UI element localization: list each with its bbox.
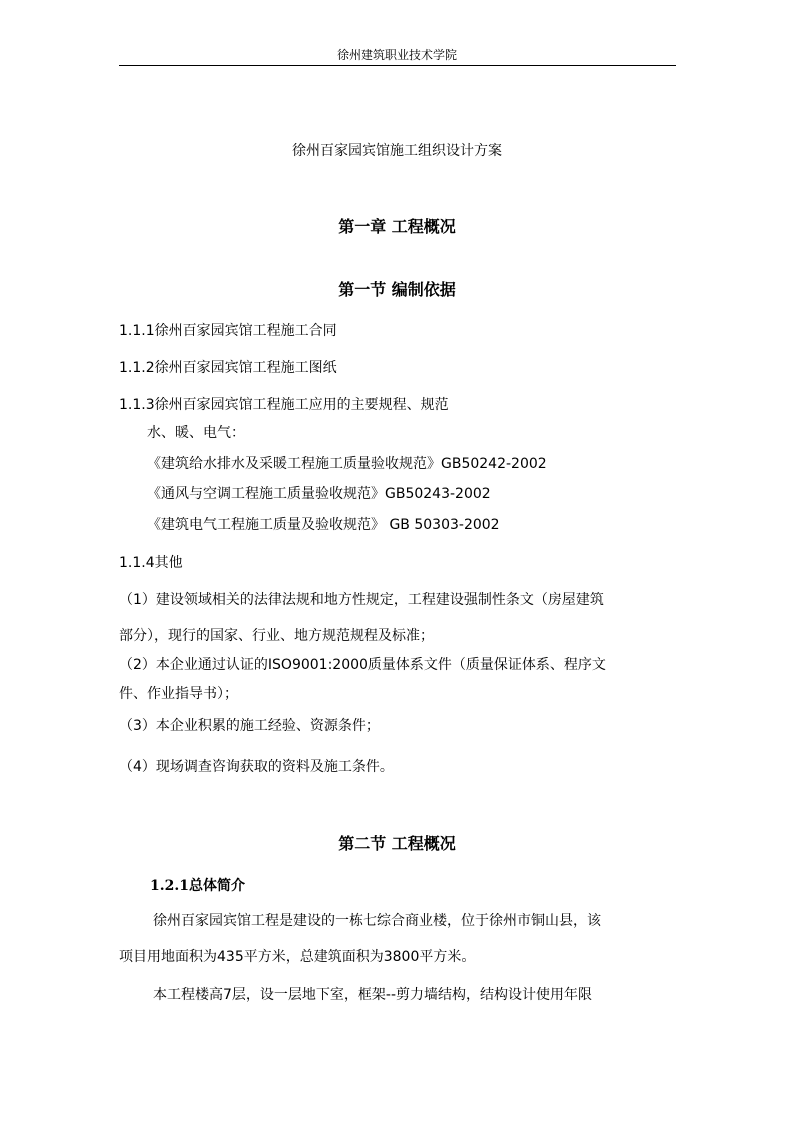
overview-line-1: 徐州百家园宾馆工程是建设的一栋七综合商业楼，位于徐州市铜山县，该 bbox=[153, 913, 601, 929]
other-label: 1.1.4其他 bbox=[119, 555, 183, 571]
overview-line-2: 项目用地面积为435平方米，总建筑面积为3800平方米。 bbox=[119, 949, 476, 965]
document-title: 徐州百家园宾馆施工组织设计方案 bbox=[292, 143, 502, 159]
basis-item-3: 1.1.3徐州百家园宾馆工程施工应用的主要规程、规范 bbox=[119, 397, 449, 413]
other-line-5: （3）本企业积累的施工经验、资源条件； bbox=[119, 718, 380, 734]
basis-item-2: 1.1.2徐州百家园宾馆工程施工图纸 bbox=[119, 360, 337, 376]
overview-line-3: 本工程楼高7层，设一层地下室，框架--剪力墙结构，结构设计使用年限 bbox=[153, 987, 593, 1003]
other-line-6: （4）现场调查咨询获取的资料及施工条件。 bbox=[119, 759, 394, 775]
section-title-2: 第二节 工程概况 bbox=[338, 834, 456, 853]
other-line-3: （2）本企业通过认证的ISO9001:2000质量体系文件（质量保证体系、程序文 bbox=[119, 657, 606, 673]
spec-subhead: 水、暖、电气： bbox=[147, 425, 245, 441]
basis-item-1: 1.1.1徐州百家园宾馆工程施工合同 bbox=[119, 323, 337, 339]
spec-item-2: 《通风与空调工程施工质量验收规范》GB50243-2002 bbox=[147, 486, 491, 502]
spec-item-3: 《建筑电气工程施工质量及验收规范》 GB 50303-2002 bbox=[147, 517, 500, 533]
page-header: 徐州建筑职业技术学院 bbox=[336, 48, 457, 62]
header-rule bbox=[119, 65, 676, 66]
other-line-2: 部分），现行的国家、行业、地方规范规程及标准； bbox=[119, 628, 434, 644]
other-line-4: 件、作业指导书）； bbox=[119, 686, 238, 702]
other-line-1: （1）建设领域相关的法律法规和地方性规定，工程建设强制性条文（房屋建筑 bbox=[119, 592, 604, 608]
section-title-1: 第一节 编制依据 bbox=[338, 280, 456, 299]
chapter-title: 第一章 工程概况 bbox=[338, 217, 456, 236]
spec-item-1: 《建筑给水排水及采暖工程施工质量验收规范》GB50242-2002 bbox=[147, 456, 547, 472]
subsection-title: 1.2.1总体简介 bbox=[150, 878, 245, 894]
